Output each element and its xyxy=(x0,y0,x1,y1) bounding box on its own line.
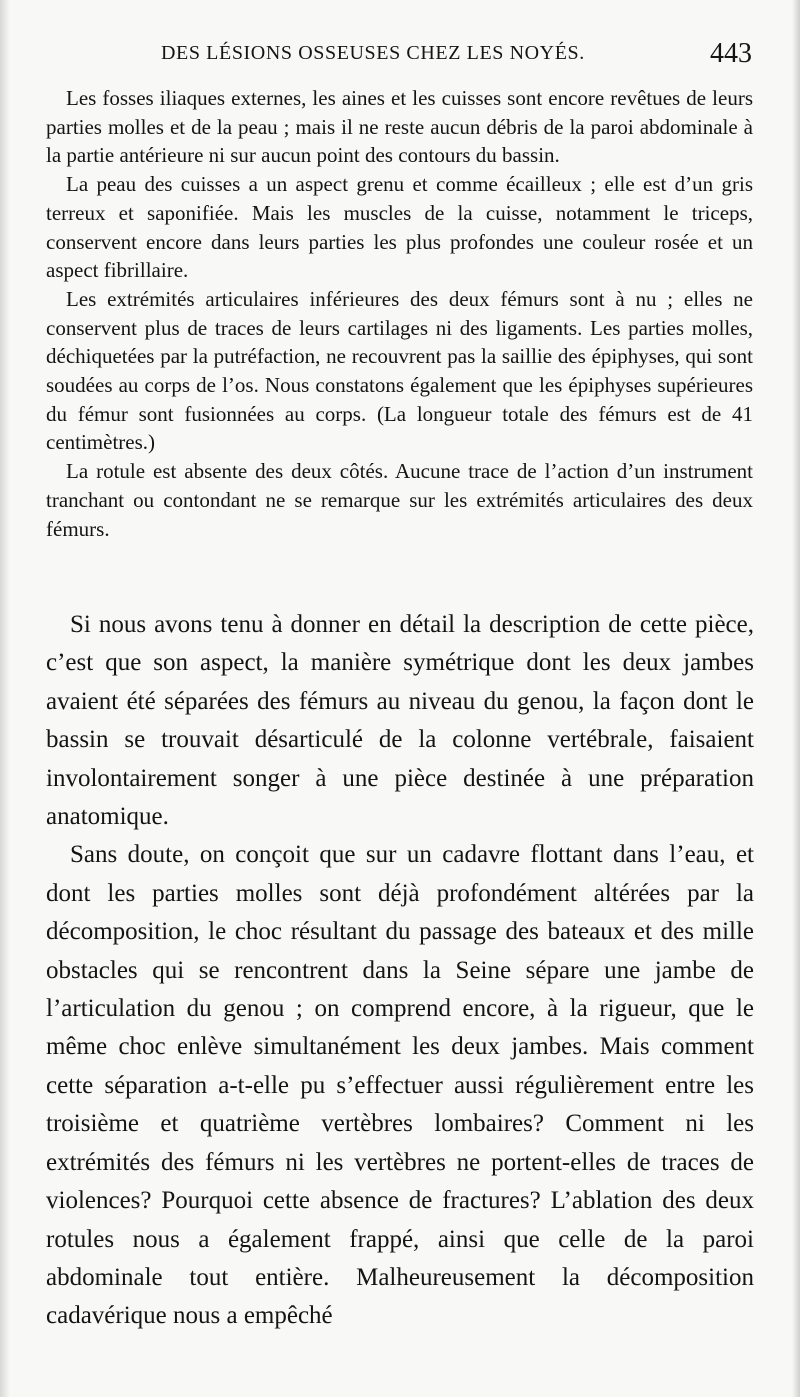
page-number: 443 xyxy=(710,38,752,69)
main-text-section xyxy=(46,606,754,1336)
paragraph: Si nous avons tenu à donner en détail la description de cette pièce, c’est que son aspect, la manière symétrique dont les deux jambes avaient été séparées des fémurs au niveau du genou, la façon dont le bassin se trouvait désarticulé de la colonne vertébrale, faisaient involontairement songer à une pièce destinée à une préparation anatomique. xyxy=(46,611,754,831)
paragraph: Les fosses iliaques externes, les aines et les cuisses sont encore revêtues de leurs parties molles et de la peau ; mais il ne reste aucun débris de la paroi abdominale à la partie antérieure ni sur aucun point des contours du bassin. xyxy=(46,86,753,168)
running-head xyxy=(46,38,752,70)
running-title: DES LÉSIONS OSSEUSES CHEZ LES NOYÉS. xyxy=(161,42,585,64)
paragraph: Les extrémités articulaires inférieures des deux fémurs sont à nu ; elles ne conservent plus de traces de leurs cartilages ni des ligaments. Les parties molles, déchiquetées par la putréfaction, ne recouvrent pas la saillie des épiphyses, qui sont soudées au corps de l’os. Nous constatons également que les épiphyses supérieures du fémur sont fusionnées au corps. (La longueur totale des fémurs est de 41 centimètres.) xyxy=(46,286,753,455)
small-print-section xyxy=(46,84,753,543)
paragraph: Sans doute, on conçoit que sur un cadavre flottant dans l’eau, et dont les parties molles sont déjà profondément altérées par la décomposition, le choc résultant du passage des bateaux et des mille obstacles qui se rencontrent dans la Seine sépare une jambe de l’articulation du genou ; on comprend encore, à la rigueur, que le même choc enlève simultanément les deux jambes. Mais comment cette séparation a-t-elle pu s’effectuer aussi régulièrement entre les troisième et quatrième vertèbres lombaires? Comment ni les extrémités des fémurs ni les vertèbres ne portent-elles de traces de violences? Pourquoi cette absence de fractures? L’ablation des deux rotules nous a également frappé, ainsi que celle de la paroi abdominale tout entière. Malheureusement la décomposition cadavérique nous a empêché xyxy=(46,841,754,1330)
paragraph: La rotule est absente des deux côtés. Aucune trace de l’action d’un instrument tranchant ou contondant ne se remarque sur les extrémités articulaires des deux fémurs. xyxy=(46,459,753,541)
paragraph: La peau des cuisses a un aspect grenu et comme écailleux ; elle est d’un gris terreux et saponifiée. Mais les muscles de la cuisse, notamment le triceps, conservent encore dans leurs parties les plus profondes une couleur rosée et un aspect fibrillaire. xyxy=(46,172,753,283)
